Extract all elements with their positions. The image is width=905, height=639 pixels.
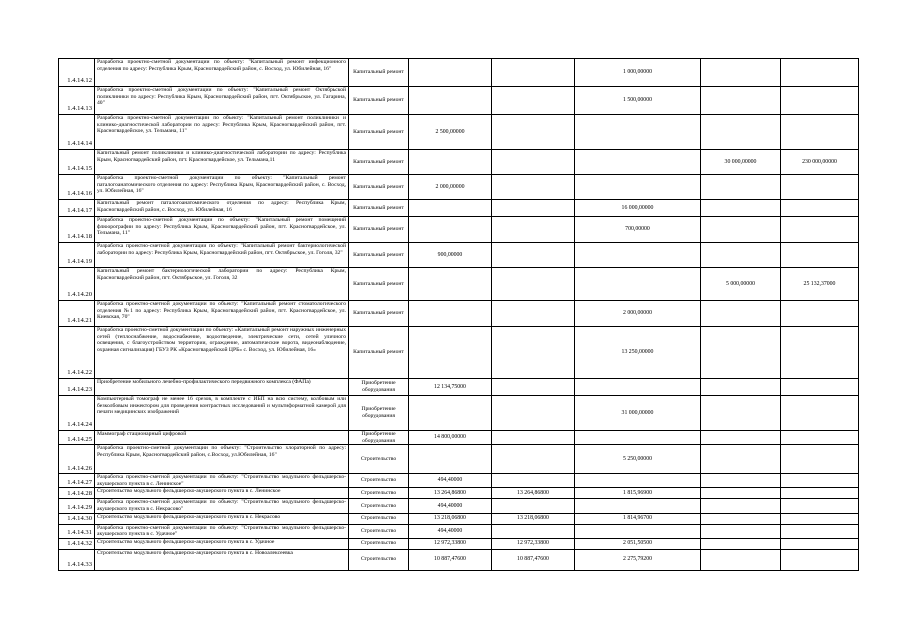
row-value-3: [575, 115, 701, 150]
row-value-1: 10 887,47600: [409, 549, 492, 570]
row-value-3: 1 814,96700: [575, 513, 701, 524]
table-row: [59, 268, 859, 301]
row-work-type: Строительство: [349, 538, 409, 549]
row-value-2: [492, 445, 575, 474]
row-number: 1.4.14.19: [59, 243, 95, 268]
row-value-1: 12 134,75000: [409, 379, 492, 396]
row-value-2: [492, 200, 575, 217]
row-value-1: [409, 327, 492, 379]
row-description: Разработка проектно-сметной документации по объекту: "Капитальный ремонт помещений флюорографии по адресу: Республика Крым, Красногвардейский район, пгт. Красногвардейское, ул. Тельмана, 11": [95, 217, 349, 243]
row-value-3: [575, 524, 701, 538]
row-value-1: [409, 150, 492, 175]
row-value-5: [781, 488, 859, 499]
row-value-5: [781, 445, 859, 474]
row-value-5: [781, 327, 859, 379]
row-value-5: 230 000,00000: [781, 150, 859, 175]
row-number: 1.4.14.13: [59, 87, 95, 115]
row-value-3: 1 000,00000: [575, 59, 701, 87]
row-value-5: [781, 243, 859, 268]
row-value-2: [492, 301, 575, 327]
table-row: [59, 488, 859, 499]
row-work-type: Строительство: [349, 445, 409, 474]
row-value-3: 1 815,96900: [575, 488, 701, 499]
row-value-5: [781, 396, 859, 431]
row-value-4: [701, 445, 781, 474]
row-description: Строительство модульного фельдшерско-акушерского пункта в с. Удачное: [95, 538, 349, 549]
row-value-2: [492, 243, 575, 268]
row-description: Капитальный ремонт бактериологической лаборатории по адресу: Республика Крым, Красногвардейский район, пгт. Октябрьское, ул. Гоголя, 32: [95, 268, 349, 301]
row-value-4: [701, 396, 781, 431]
row-number: 1.4.14.20: [59, 268, 95, 301]
row-value-1: 494,40000: [409, 474, 492, 488]
row-value-4: [701, 431, 781, 445]
table-row: [59, 59, 859, 87]
row-value-2: [492, 59, 575, 87]
row-work-type: Капитальный ремонт: [349, 301, 409, 327]
row-number: 1.4.14.21: [59, 301, 95, 327]
row-value-2: [492, 379, 575, 396]
row-number: 1.4.14.17: [59, 200, 95, 217]
document-sheet: [58, 58, 859, 571]
row-number: 1.4.14.16: [59, 175, 95, 200]
row-value-2: [492, 175, 575, 200]
row-description: Разработка проектно-сметной документации по объекту: "Капитальный ремонт Октябрьской поликлиники по адресу: Республика Крым, Красногвардейский район, пгт. Октябрьское, ул. Гагарина, 40": [95, 87, 349, 115]
row-work-type: Строительство: [349, 513, 409, 524]
row-value-2: [492, 327, 575, 379]
row-value-1: 14 800,00000: [409, 431, 492, 445]
row-value-3: 2 051,50500: [575, 538, 701, 549]
row-value-2: [492, 396, 575, 431]
row-value-3: [575, 431, 701, 445]
row-work-type: Приобретение оборудования: [349, 379, 409, 396]
row-value-1: [409, 268, 492, 301]
row-description: Строительство модульного фельдшерско-акушерского пункта в с. Новоалексеевка: [95, 549, 349, 570]
row-value-4: [701, 538, 781, 549]
row-work-type: Капитальный ремонт: [349, 175, 409, 200]
table-row: [59, 549, 859, 570]
row-work-type: Строительство: [349, 488, 409, 499]
table-row: [59, 150, 859, 175]
row-value-5: [781, 549, 859, 570]
row-value-4: [701, 59, 781, 87]
row-value-1: 2 000,00000: [409, 175, 492, 200]
row-value-1: 2 500,00000: [409, 115, 492, 150]
row-value-4: [701, 115, 781, 150]
row-work-type: Приобретение оборудования: [349, 431, 409, 445]
row-value-1: [409, 217, 492, 243]
row-number: 1.4.14.12: [59, 59, 95, 87]
row-value-3: 2 000,00000: [575, 301, 701, 327]
row-value-4: [701, 474, 781, 488]
row-value-1: [409, 301, 492, 327]
row-value-4: [701, 379, 781, 396]
table-row: [59, 115, 859, 150]
row-value-1: 12 972,33800: [409, 538, 492, 549]
table-row: [59, 513, 859, 524]
row-value-5: [781, 499, 859, 513]
row-value-4: [701, 499, 781, 513]
row-value-2: 12 972,33800: [492, 538, 575, 549]
row-value-5: 25 132,37000: [781, 268, 859, 301]
row-description: Маммограф стационарный цифровой: [95, 431, 349, 445]
row-work-type: Капитальный ремонт: [349, 268, 409, 301]
row-value-3: [575, 499, 701, 513]
row-value-2: [492, 217, 575, 243]
table-row: [59, 301, 859, 327]
row-value-1: 494,40000: [409, 499, 492, 513]
row-value-4: 5 000,00000: [701, 268, 781, 301]
table-row: [59, 327, 859, 379]
row-value-3: [575, 379, 701, 396]
row-number: 1.4.14.18: [59, 217, 95, 243]
row-value-5: [781, 379, 859, 396]
row-value-3: 2 275,79200: [575, 549, 701, 570]
row-number: 1.4.14.32: [59, 538, 95, 549]
row-description: Разработка проектно-сметной документации по объекту: "Капитальный ремонт бактериологической лаборатории по адресу: Республика Крым, Красногвардейский район, пгт. Октябрьское, ул. Гоголя, 32": [95, 243, 349, 268]
table-row: [59, 474, 859, 488]
row-value-3: [575, 268, 701, 301]
row-value-3: 31 000,00000: [575, 396, 701, 431]
row-number: 1.4.14.23: [59, 379, 95, 396]
row-value-4: [701, 217, 781, 243]
row-description: Разработка проектно-сметной документации по объекту: "Капитальный ремонт поликлиники и клинико-диагностической лаборатории по адресу: Республика Крым, Красногвардейский район, пгт. Красногвардейское, ул. Тельмана, 11": [95, 115, 349, 150]
row-value-4: [701, 524, 781, 538]
row-number: 1.4.14.28: [59, 488, 95, 499]
table-row: [59, 175, 859, 200]
row-description: Разработка проектно-сметной документации по объекту: "Капитальный ремонт паталогоанатомического отделения по адресу: Республика Крым, Красногвардейский район, с. Восход, ул. Юбилейная, 16": [95, 175, 349, 200]
row-value-5: [781, 513, 859, 524]
table-row: [59, 538, 859, 549]
row-description: Разработка проектно-сметной документации по объекту: "Капитальный ремонт инфекционного отделения по адресу: Республика Крым, Красногвардейский район, с. Восход, ул. Юбилейная, 16": [95, 59, 349, 87]
row-value-2: 10 887,47600: [492, 549, 575, 570]
row-description: Разработка проектно-сметной документации по объекту: "Строительство модульного фельдшерско-акушерского пункта в с. Удачное": [95, 524, 349, 538]
row-number: 1.4.14.33: [59, 549, 95, 570]
row-value-4: [701, 87, 781, 115]
row-value-2: [492, 87, 575, 115]
row-value-5: [781, 301, 859, 327]
row-number: 1.4.14.31: [59, 524, 95, 538]
row-value-1: 900,00000: [409, 243, 492, 268]
row-work-type: Капитальный ремонт: [349, 87, 409, 115]
row-work-type: Капитальный ремонт: [349, 150, 409, 175]
row-value-5: [781, 87, 859, 115]
row-value-3: [575, 243, 701, 268]
row-value-1: [409, 445, 492, 474]
row-value-1: [409, 87, 492, 115]
table-row: [59, 524, 859, 538]
row-number: 1.4.14.27: [59, 474, 95, 488]
row-value-3: [575, 175, 701, 200]
row-value-3: 5 250,00000: [575, 445, 701, 474]
row-value-5: [781, 59, 859, 87]
row-value-5: [781, 538, 859, 549]
row-value-2: [492, 150, 575, 175]
row-work-type: Капитальный ремонт: [349, 217, 409, 243]
row-work-type: Строительство: [349, 524, 409, 538]
row-work-type: Капитальный ремонт: [349, 59, 409, 87]
row-value-4: [701, 200, 781, 217]
row-value-5: [781, 524, 859, 538]
row-work-type: Приобретение оборудования: [349, 396, 409, 431]
row-description: Капитальный ремонт паталогоанатомического отделения по адресу: Республика Крым, Красногвардейский район, с. Восход, ул. Юбилейная, 16: [95, 200, 349, 217]
row-work-type: Строительство: [349, 549, 409, 570]
row-number: 1.4.14.30: [59, 513, 95, 524]
row-number: 1.4.14.29: [59, 499, 95, 513]
row-description: Разработка проектно-сметной документации по объекту: "Строительство модульного фельдшерско-акушерского пункта в с. Некрасово": [95, 499, 349, 513]
row-value-4: [701, 488, 781, 499]
row-value-5: [781, 175, 859, 200]
row-value-4: [701, 243, 781, 268]
row-number: 1.4.14.15: [59, 150, 95, 175]
row-value-2: 13 264,86800: [492, 488, 575, 499]
row-value-1: 494,40000: [409, 524, 492, 538]
row-value-5: [781, 474, 859, 488]
row-value-1: 13 264,86800: [409, 488, 492, 499]
row-value-5: [781, 200, 859, 217]
row-value-2: [492, 431, 575, 445]
row-work-type: Капитальный ремонт: [349, 115, 409, 150]
table-row: [59, 445, 859, 474]
row-value-1: 13 218,06800: [409, 513, 492, 524]
budget-table: [58, 58, 859, 571]
row-value-4: [701, 301, 781, 327]
row-value-2: [492, 499, 575, 513]
row-description: Разработка проектно-сметной документации по объекту: "Строительство модульного фельдшерско-акушерского пункта в с. Ленинское": [95, 474, 349, 488]
row-value-1: [409, 396, 492, 431]
row-description: Разработка проектно-сметной документации по объекту: "Строительство хлораторной по адресу: Республика Крым, Красногвардейский район, с.Восход, ул.Юбилейная, 16": [95, 445, 349, 474]
table-row: [59, 379, 859, 396]
row-number: 1.4.14.22: [59, 327, 95, 379]
table-row: [59, 200, 859, 217]
row-value-2: [492, 524, 575, 538]
row-value-1: [409, 200, 492, 217]
row-value-5: [781, 431, 859, 445]
row-description: Разработка проектно-сметной документации по объекту: «Капитальный ремонт наружных инженерных сетей (теплоснабжение, водоснабжение, водоотведение, электрические сети, сетей уличного освещения, с благоустройством территории, ограждение, автоматические ворота, видеонаблюдение, охранная сигнализация) ГБУЗ РК «Красногвардейской ЦРБ» с. Восход, ул. Юбилейная, 16»: [95, 327, 349, 379]
row-value-3: [575, 474, 701, 488]
row-number: 1.4.14.26: [59, 445, 95, 474]
row-value-2: 13 218,06800: [492, 513, 575, 524]
row-value-2: [492, 474, 575, 488]
row-value-2: [492, 268, 575, 301]
table-row: [59, 217, 859, 243]
row-description: Компьютерный томограф не менее 16 срезов, в комплекте с ИБП на всю систему, колбовым или безколбовым инжектором для проведения контрастных исследований и мультиформатной камерой для печати медицинских изображений: [95, 396, 349, 431]
row-value-4: [701, 327, 781, 379]
row-value-4: [701, 175, 781, 200]
table-body: [59, 59, 859, 571]
row-value-3: [575, 150, 701, 175]
row-value-3: 13 250,00000: [575, 327, 701, 379]
row-value-5: [781, 217, 859, 243]
table-row: [59, 243, 859, 268]
row-description: Строительство модульного фельдшерско-акушерского пункта в с. Некрасово: [95, 513, 349, 524]
row-work-type: Капитальный ремонт: [349, 327, 409, 379]
row-description: Строительство модульного фельдшерско-акушерского пункта в с. Ленинское: [95, 488, 349, 499]
row-value-3: 1 500,00000: [575, 87, 701, 115]
table-row: [59, 499, 859, 513]
row-value-4: 30 000,00000: [701, 150, 781, 175]
row-work-type: Капитальный ремонт: [349, 243, 409, 268]
table-row: [59, 396, 859, 431]
row-number: 1.4.14.24: [59, 396, 95, 431]
row-value-3: 700,00000: [575, 217, 701, 243]
row-number: 1.4.14.25: [59, 431, 95, 445]
row-value-3: 16 000,00000: [575, 200, 701, 217]
row-value-1: [409, 59, 492, 87]
row-value-2: [492, 115, 575, 150]
row-work-type: Капитальный ремонт: [349, 200, 409, 217]
row-number: 1.4.14.14: [59, 115, 95, 150]
row-work-type: Строительство: [349, 474, 409, 488]
table-row: [59, 87, 859, 115]
row-description: Капитальный ремонт поликлиники и клинико-диагностической лаборатории по адресу: Республика Крым, Красногвардейский район, пгт. Красногвардейское, ул. Тельмана,11: [95, 150, 349, 175]
row-description: Разработка проектно-сметной документации по объекту: "Капитальный ремонт стоматологического отделения №1 по адресу: Республика Крым, Красногвардейский район, пгт. Красногвардейское, ул. Киевская, 70": [95, 301, 349, 327]
row-work-type: Строительство: [349, 499, 409, 513]
row-value-5: [781, 115, 859, 150]
row-description: Приобретение мобильного лечебно-профилактического передвижного комплекса (ФАПа): [95, 379, 349, 396]
row-value-4: [701, 549, 781, 570]
table-row: [59, 431, 859, 445]
row-value-4: [701, 513, 781, 524]
